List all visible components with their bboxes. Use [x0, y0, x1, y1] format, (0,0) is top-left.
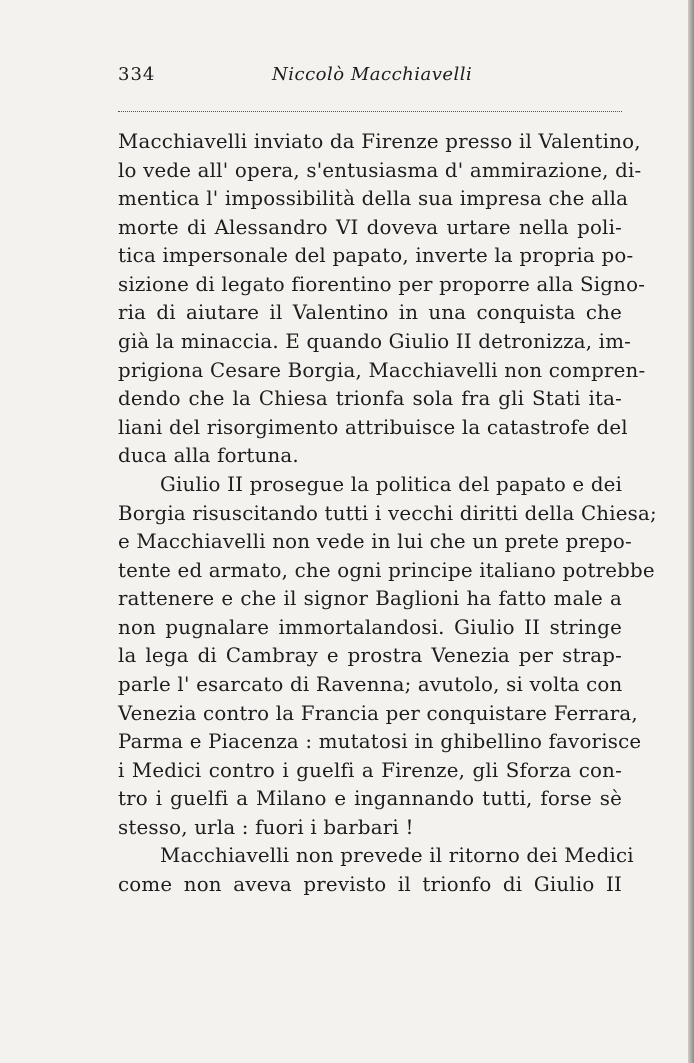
header-rule: [118, 111, 622, 112]
text-line: Parma e Piacenza : mutatosi in ghibellino favorisce: [118, 730, 642, 754]
text-line: tro i guelfi a Milano e ingannando tutti, forse sè: [118, 787, 622, 811]
text-line: già la minaccia. E quando Giulio II detronizza, im-: [118, 330, 632, 354]
text-line: liani del risorgimento attribuisce la catastrofe del: [118, 415, 628, 439]
text-line: Macchiavelli inviato da Firenze presso il Valentino,: [118, 130, 641, 153]
text-line: e Macchiavelli non vede in lui che un prete prepo-: [118, 530, 632, 554]
text-line: duca alla fortuna.: [118, 444, 299, 468]
page-edge-shadow: [688, 0, 694, 1063]
text-line: ria di aiutare il Valentino in una conquista che: [118, 301, 622, 325]
paragraph: [118, 471, 657, 843]
text-line: prigiona Cesare Borgia, Macchiavelli non compren-: [118, 358, 646, 382]
text-line: tica impersonale del papato, inverte la propria po-: [118, 244, 634, 268]
text-line: Venezia contro la Francia per conquistare Ferrara,: [118, 701, 638, 725]
text-line: non pugnalare immortalandosi. Giulio II stringe: [118, 615, 622, 639]
body-text: [118, 128, 657, 900]
text-line: sizione di legato fiorentino per proporre alla Signo-: [118, 272, 646, 296]
paragraph: [118, 128, 646, 471]
text-line: come non aveva previsto il trionfo di Giulio II: [118, 873, 622, 897]
text-line: Borgia risuscitando tutti i vecchi diritti della Chiesa;: [118, 501, 657, 525]
text-line: parle l' esarcato di Ravenna; avutolo, si volta con: [118, 672, 623, 696]
text-line: rattenere e che il signor Baglioni ha fatto male a: [118, 587, 622, 611]
text-line: i Medici contro i guelfi a Firenze, gli Sforza con-: [118, 758, 622, 782]
text-line: Macchiavelli non prevede il ritorno dei Medici: [160, 844, 634, 868]
page-number: 334: [118, 64, 156, 85]
running-title: Niccolò Macchiavelli: [272, 64, 473, 85]
text-line: tente ed armato, che ogni principe italiano potrebbe: [118, 558, 655, 582]
text-line: lo vede all' opera, s'entusiasma d' ammirazione, di-: [118, 158, 642, 182]
text-line: morte di Alessandro VI doveva urtare nella poli-: [118, 215, 622, 239]
paragraph: [118, 842, 634, 899]
text-line: Giulio II prosegue la politica del papato e dei: [160, 472, 623, 496]
text-line: stesso, urla : fuori i barbari !: [118, 815, 414, 839]
text-line: mentica l' impossibilità della sua impresa che alla: [118, 187, 629, 211]
page-header: [118, 64, 622, 94]
text-line: la lega di Cambray e prostra Venezia per strap-: [118, 644, 622, 668]
text-line: dendo che la Chiesa trionfa sola fra gli Stati ita-: [118, 387, 622, 411]
